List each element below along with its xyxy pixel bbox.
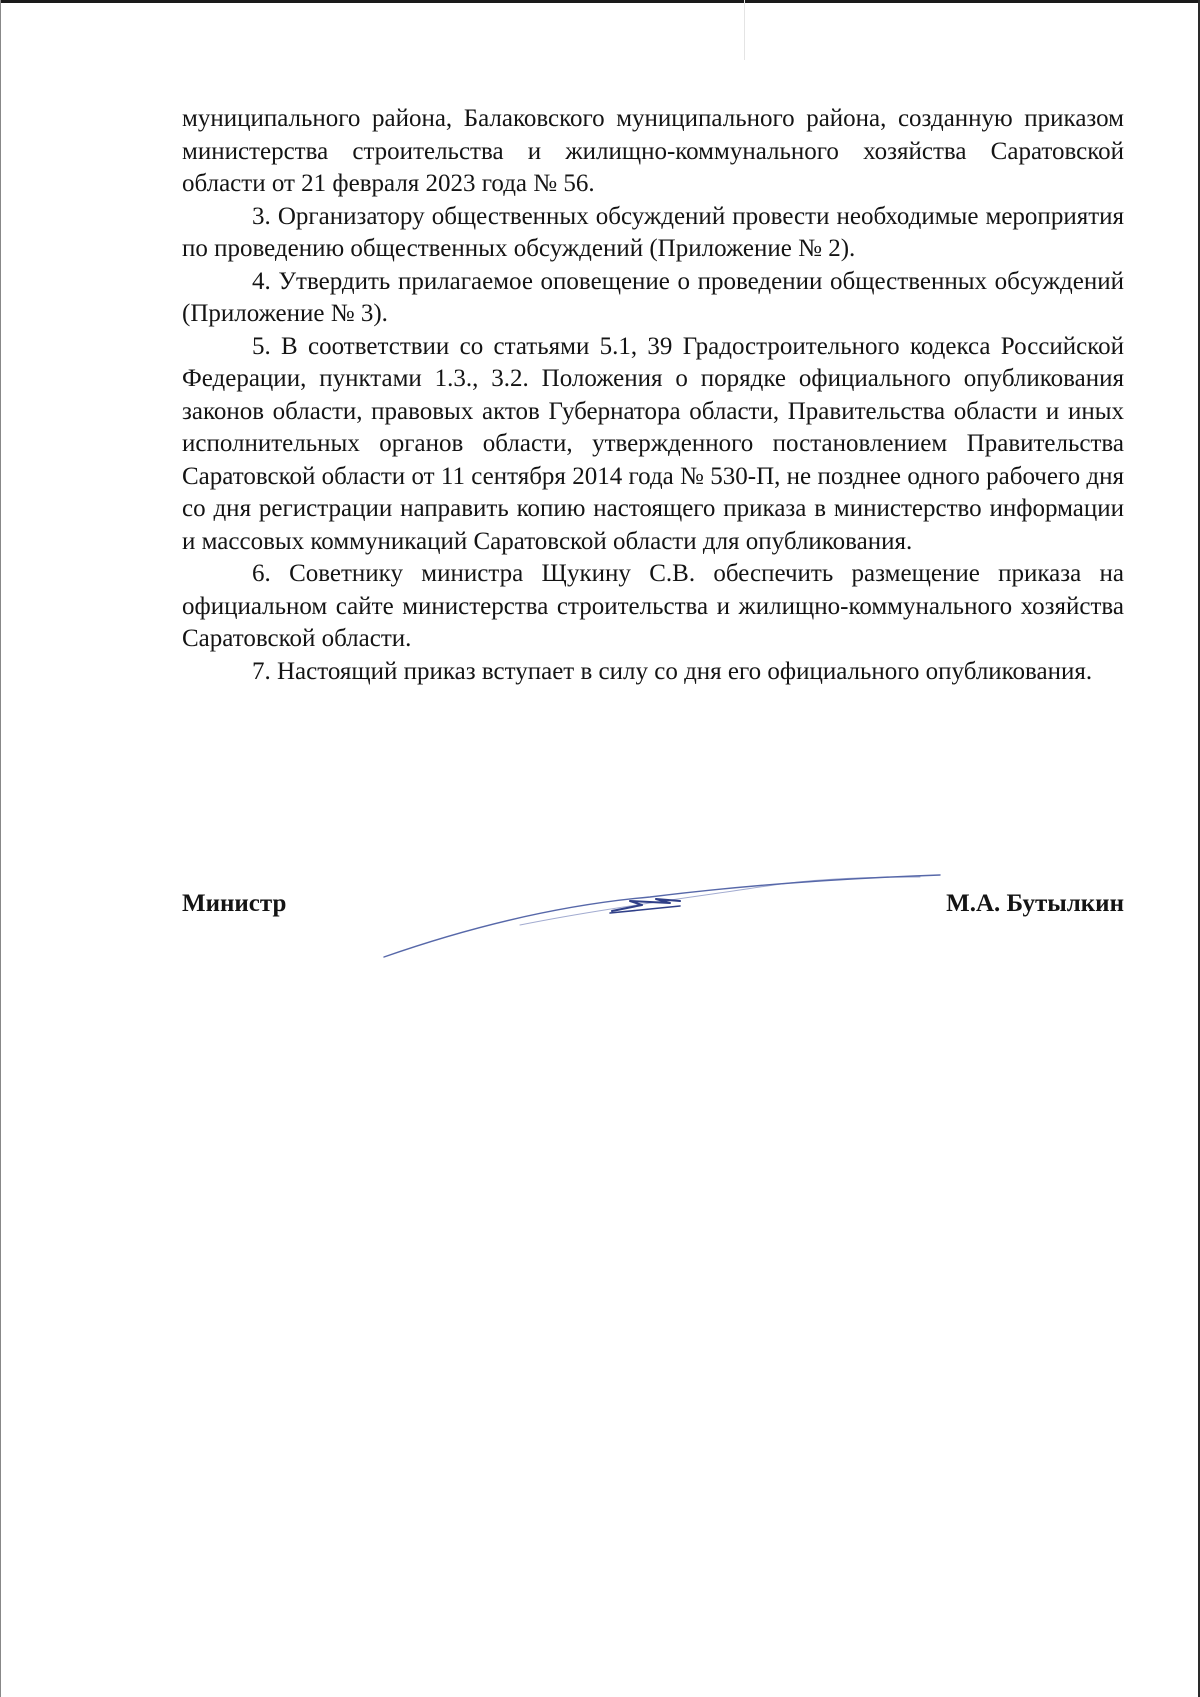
- signatory-name: М.А. Бутылкин: [946, 890, 1124, 917]
- scan-edge-top: [0, 0, 1200, 3]
- signature-stroke-main: [384, 875, 940, 957]
- paragraph-continuation: муниципального района, Балаковского муниципального района, созданную приказом министерства строительства и жилищно-коммунального хозяйства Саратовской области от 21 февраля 2023 года № 56.: [182, 105, 1124, 197]
- handwritten-signature: [380, 865, 960, 965]
- document-body: [182, 103, 1124, 688]
- signatory-title: Министр: [182, 890, 287, 917]
- paragraph-item-4: 4. Утвердить прилагаемое оповещение о проведении общественных обсуждений (Приложение № 3).: [182, 267, 1124, 327]
- paragraph-item-7: 7. Настоящий приказ вступает в силу со дня его официального опубликования.: [252, 657, 1093, 685]
- scan-fold-mark: [744, 0, 745, 60]
- paragraph-item-6: 6. Советнику министра Щукину С.В. обеспечить размещение приказа на официальном сайте министерства строительства и жилищно-коммунального хозяйства Саратовской области.: [182, 560, 1124, 652]
- paragraph-item-5: 5. В соответствии со статьями 5.1, 39 Градостроительного кодекса Российской Федерации, пунктами 1.3., 3.2. Положения о порядке официального опубликования законов области, правовых актов Губернатора области, Правительства области и иных исполнительных органов области, утвержденного постановлением Правительства Саратовской области от 11 сентября 2014 года № 530-П, не позднее одного рабочего дня со дня регистрации направить копию настоящего приказа в министерство информации и массовых коммуникаций Саратовской области для опубликования.: [182, 332, 1124, 555]
- paragraph-item-3: 3. Организатору общественных обсуждений провести необходимые мероприятия по проведению общественных обсуждений (Приложение № 2).: [182, 202, 1124, 262]
- signature-stroke-second: [520, 877, 920, 925]
- scan-edge-left: [0, 0, 1, 1697]
